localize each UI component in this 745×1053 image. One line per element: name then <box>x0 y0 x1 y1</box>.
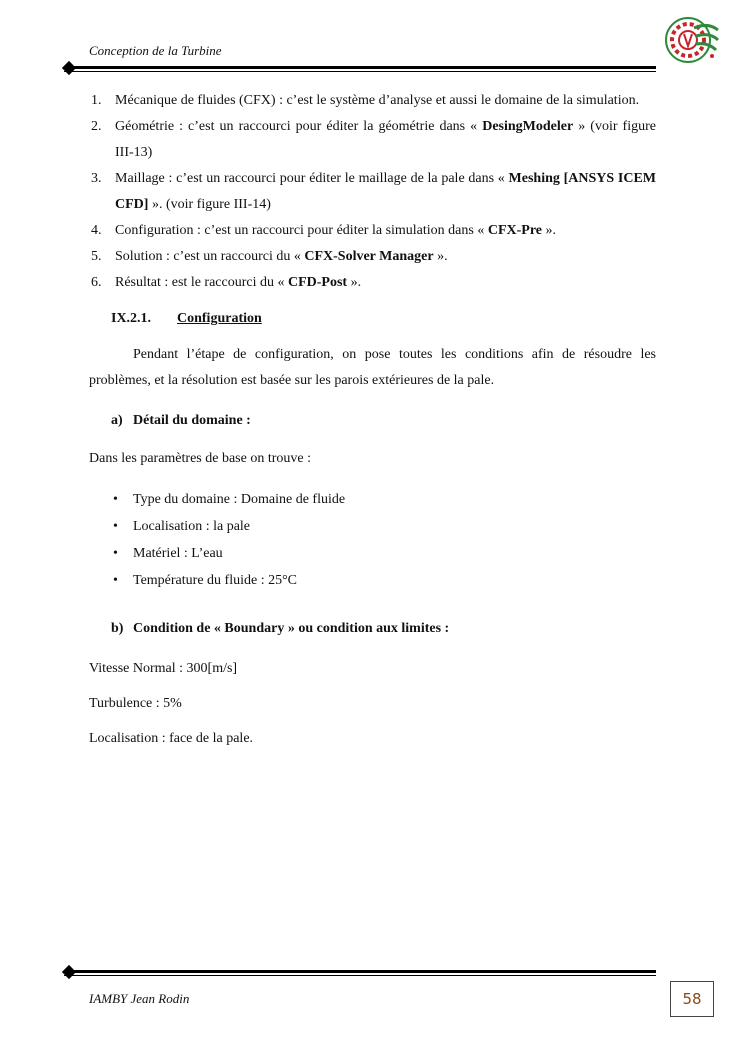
condition-location: Localisation : face de la pale. <box>89 731 254 746</box>
subheading-domain-detail: a) Détail du domaine : <box>111 413 251 428</box>
header-rule <box>64 63 656 75</box>
list-item: 3. Maillage : c’est un raccourci pour éditer le maillage de la pale dans « Meshing [ANSYS ICEM CFD] ». (voir figure III-14) <box>91 171 657 212</box>
base-params-text: Dans les paramètres de base on trouve : <box>89 451 311 466</box>
list-item: • Type du domaine : Domaine de fluide <box>113 492 346 507</box>
list-item: 2. Géométrie : c’est un raccourci pour éditer la géométrie dans « DesingModeler » (voir figure III-13) <box>91 119 656 160</box>
list-item: • Matériel : L’eau <box>113 546 223 561</box>
page-content <box>89 88 656 752</box>
condition-turbulence: Turbulence : 5% <box>89 696 182 711</box>
page-number: 58 <box>670 981 714 1017</box>
list-item: 1. Mécanique de fluides (CFX) : c’est le système d’analyse et aussi le domaine de la simulation. <box>91 93 640 108</box>
list-item: 6. Résultat : est le raccourci du « CFD-Post ». <box>91 275 362 290</box>
domain-bullets-list <box>89 486 656 594</box>
list-item: 5. Solution : c’est un raccourci du « CFX-Solver Manager ». <box>91 249 448 264</box>
condition-velocity: Vitesse Normal : 300[m/s] <box>89 661 238 676</box>
workflow-steps-list <box>89 88 656 296</box>
list-item: • Température du fluide : 25°C <box>113 573 298 588</box>
subheading-boundary-condition: b) Condition de « Boundary » ou condition aux limites : <box>111 621 450 636</box>
footer-author: IAMBY Jean Rodin <box>89 991 190 1006</box>
header-title: Conception de la Turbine <box>89 43 222 58</box>
institution-logo <box>660 14 720 66</box>
configuration-paragraph: Pendant l’étape de configuration, on pose toutes les conditions afin de résoudre les problèmes, et la résolution est basée sur les parois extérieures de la pale. <box>89 347 656 388</box>
list-item: 4. Configuration : c’est un raccourci pour éditer la simulation dans « CFX-Pre ». <box>91 223 557 238</box>
footer-rule <box>64 967 656 979</box>
section-heading: IX.2.1. Configuration <box>111 311 262 326</box>
list-item: • Localisation : la pale <box>113 519 251 534</box>
